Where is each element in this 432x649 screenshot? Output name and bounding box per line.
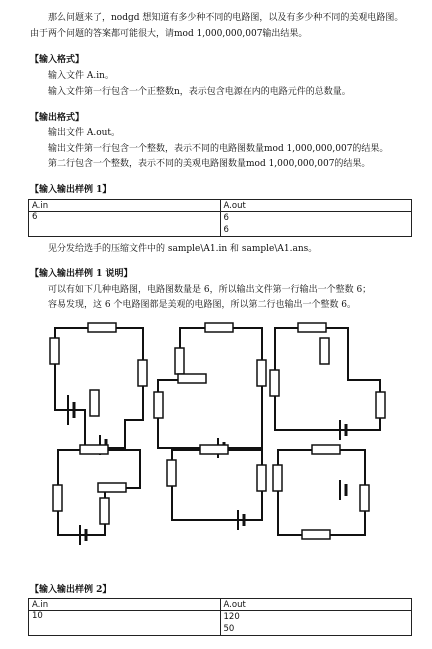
circuit-diagram-6 — [273, 445, 369, 539]
output-format-heading: 【输出格式】 — [30, 113, 85, 123]
circuit-diagram-5 — [167, 445, 266, 530]
sample1-out-line-1: 6 — [223, 213, 229, 223]
sample2-out-line-2: 50 — [223, 624, 235, 634]
sample1-col-in: A.in — [29, 200, 221, 212]
output-format-line-1: 输出文件 A.out。 — [48, 128, 121, 138]
sample1-table — [28, 199, 412, 237]
sample1-in-value: 6 — [29, 212, 221, 237]
input-format-heading: 【输入格式】 — [30, 55, 85, 65]
sample2-out-line-1: 120 — [223, 612, 240, 622]
circuit-diagram-1 — [50, 323, 147, 455]
sample1-note: 见分发给选手的压缩文件中的 sample\A1.in 和 sample\A1.ans。 — [48, 244, 318, 254]
sample2-table — [28, 598, 412, 636]
input-format-line-1: 输入文件 A.in。 — [48, 71, 114, 81]
sample1-col-out: A.out — [220, 200, 412, 212]
explain1-line-2: 容易发现，这 6 个电路图都是美观的电路图，所以第二行也输出一个整数 6。 — [48, 300, 357, 310]
circuit-diagrams-figure — [40, 320, 390, 570]
sample2-in-value: 10 — [29, 611, 221, 636]
output-format-line-2: 输出文件第一行包含一个整数，表示不同的电路图数量mod 1,000,000,007的结果。 — [48, 144, 389, 154]
intro-line-1: 那么问题来了，nodgd 想知道有多少种不同的电路图，以及有多少种不同的美观电路图。 — [48, 13, 404, 23]
explain1-line-1: 可以有如下几种电路图，电路图数量是 6，所以输出文件第一行输出一个整数 6； — [48, 285, 372, 295]
sample2-col-out: A.out — [220, 599, 412, 611]
input-format-line-2: 输入文件第一行包含一个正整数n，表示包含电源在内的电路元件的总数量。 — [48, 87, 351, 97]
circuit-diagram-2 — [154, 323, 266, 458]
sample1-heading: 【输入输出样例 1】 — [30, 185, 112, 195]
circuit-diagram-3 — [270, 323, 385, 440]
circuit-diagram-4 — [53, 445, 140, 545]
output-format-line-3: 第二行包含一个整数，表示不同的美观电路图数量mod 1,000,000,007的结果。 — [48, 159, 371, 169]
sample1-out-line-2: 6 — [223, 225, 229, 235]
sample2-col-in: A.in — [29, 599, 221, 611]
intro-line-2: 由于两个问题的答案都可能很大，请mod 1,000,000,007输出结果。 — [30, 29, 308, 39]
sample2-heading: 【输入输出样例 2】 — [30, 585, 112, 595]
explain1-heading: 【输入输出样例 1 说明】 — [30, 269, 133, 279]
